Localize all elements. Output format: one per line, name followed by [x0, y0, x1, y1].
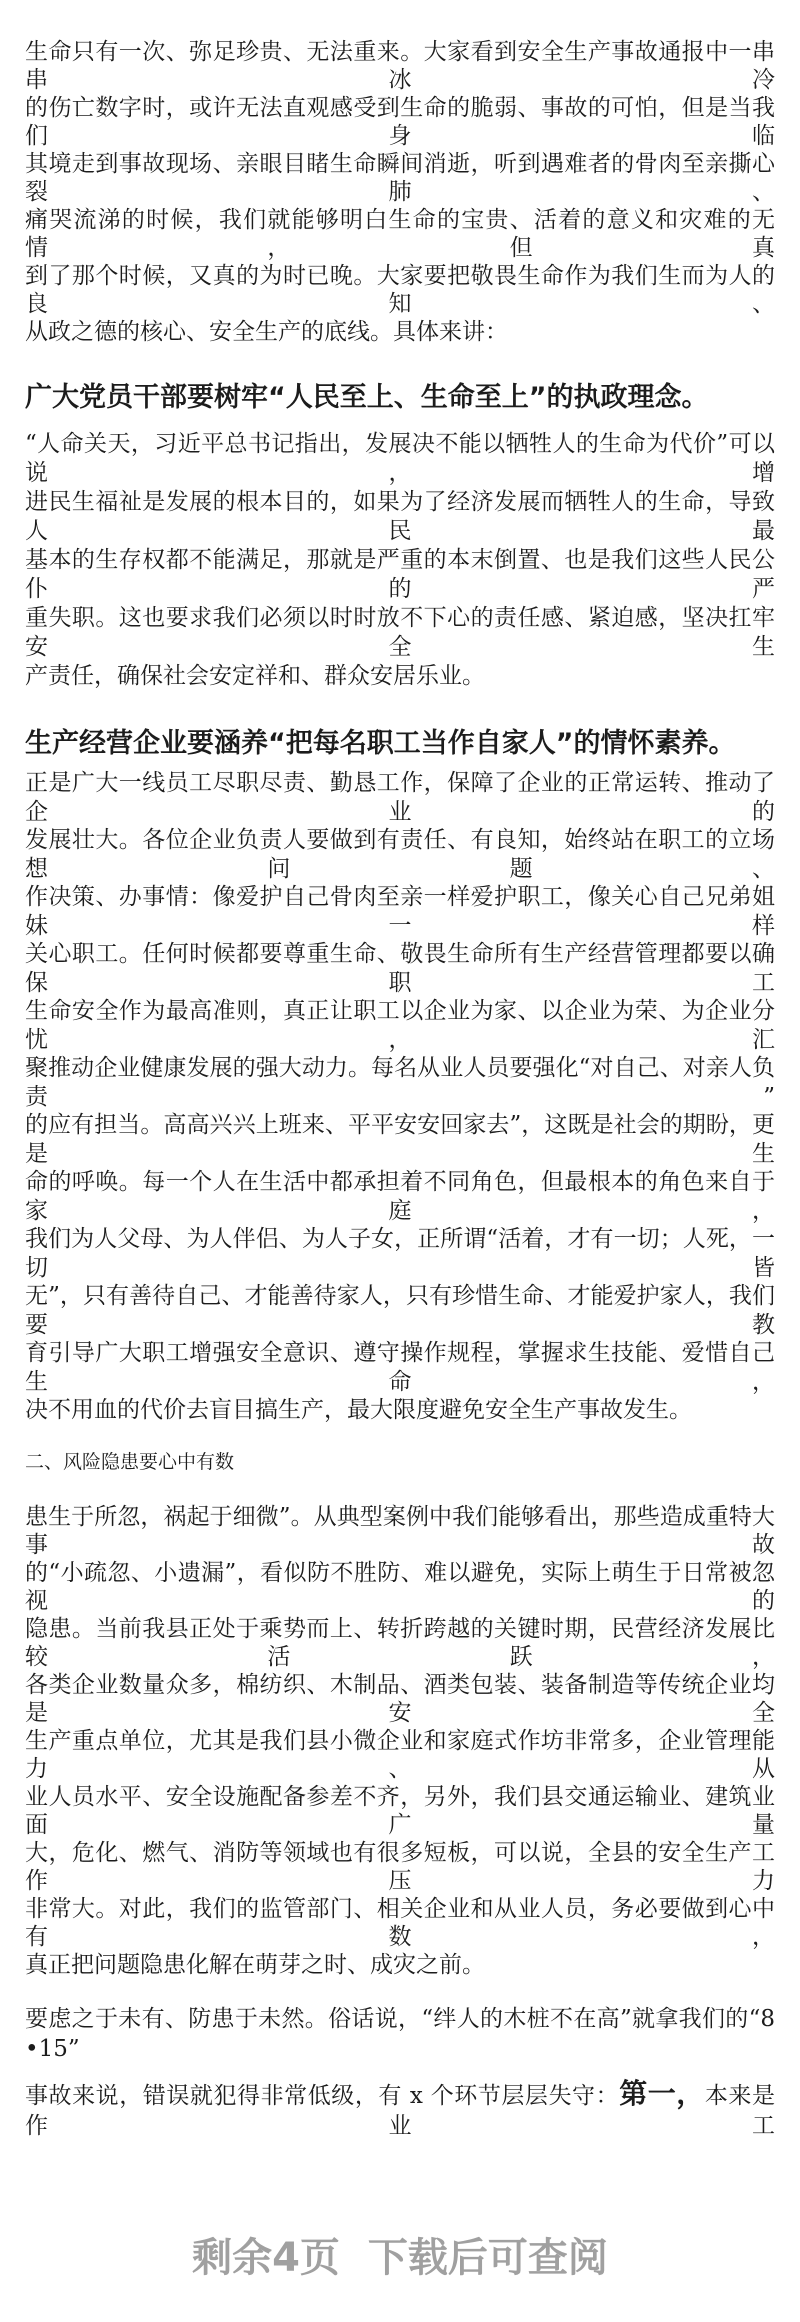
text-line: 其境走到事故现场、亲眼目睹生命瞬间消逝，听到遇难者的骨肉至亲撕心裂肺、: [25, 151, 775, 205]
remaining-pages-label: 剩余4页: [192, 2234, 340, 2281]
text-line: 各类企业数量众多，棉纺织、木制品、酒类包装、装备制造等传统企业均是安全: [25, 1671, 775, 1726]
text-line: 非常大。对此，我们的监管部门、相关企业和从业人员，务必要做到心中有数，: [25, 1895, 775, 1950]
text-line: 育引导广大职工增强安全意识、遵守操作规程，掌握求生技能、爱惜自己生命，: [25, 1340, 775, 1395]
prevention-line-2-end: 本来是作业工: [25, 2082, 775, 2139]
text-line: 生命安全作为最高准则，真正让职工以企业为家、以企业为荣、为企业分忧，汇: [25, 998, 775, 1053]
prevention-line-1: 要虑之于未有、防患于未然。俗话说，“绊人的木桩不在高”就拿我们的“8•15”: [25, 2005, 775, 2062]
heading-party-cadres: 广大党员干部要树牢“人民至上、生命至上”的执政理念。: [25, 382, 709, 413]
text-line: 重失职。这也要求我们必须以时时放不下心的责任感、紧迫感，坚决扛牢安全生: [25, 605, 775, 660]
prevention-line-2-start: 事故来说，错误就犯得非常低级，有 x 个环节层层失守：: [25, 2082, 620, 2109]
text-line: 到了那个时候，又真的为时已晚。大家要把敬畏生命作为我们生而为人的良知、: [25, 263, 775, 317]
text-line: 的应有担当。高高兴兴上班来、平平安安回家去”，这既是社会的期盼，更是生: [25, 1112, 775, 1167]
text-line: 隐患。当前我县正处于乘势而上、转折跨越的关键时期，民营经济发展比较活跃，: [25, 1615, 775, 1670]
download-prompt[interactable]: [25, 2234, 775, 2282]
text-line: 生命只有一次、弥足珍贵、无法重来。大家看到安全生产事故通报中一串串冰冷: [25, 39, 775, 93]
paragraph-prevention: [25, 2004, 775, 2141]
heading-enterprises: 生产经营企业要涵养“把每名职工当作自家人”的情怀素养。: [25, 728, 736, 759]
text-line: 产责任，确保社会安定祥和、群众安居乐业。: [25, 663, 485, 689]
section-title-risks: 二、风险隐患要心中有数: [25, 1450, 235, 1473]
text-line: 决不用血的代价去盲目搞生产，最大限度避免安全生产事故发生。: [25, 1397, 692, 1423]
text-line: 关心职工。任何时候都要尊重生命、敬畏生命所有生产经营管理都要以确保职工: [25, 941, 775, 996]
text-line: 聚推动企业健康发展的强大动力。每名从业人员要强化“对自己、对亲人负责”: [25, 1055, 775, 1110]
text-line: 发展壮大。各位企业负责人要做到有责任、有良知，始终站在职工的立场想问题、: [25, 827, 775, 882]
paragraph-employees: [25, 769, 775, 1425]
text-line: 患生于所忽，祸起于细微”。从典型案例中我们能够看出，那些造成重特大事故: [25, 1503, 775, 1558]
text-line: 我们为人父母、为人伴侣、为人子女，正所谓“活着，才有一切；人死，一切皆: [25, 1226, 775, 1281]
text-line: 命的呼唤。每一个人在生活中都承担着不同角色，但最根本的角色来自于家庭，: [25, 1169, 775, 1224]
text-line: 基本的生存权都不能满足，那就是严重的本末倒置、也是我们这些人民公仆的严: [25, 547, 775, 602]
text-line: 痛哭流涕的时候，我们就能够明白生命的宝贵、活着的意义和灾难的无情，但真: [25, 207, 775, 261]
text-line: 正是广大一线员工尽职尽责、勤恳工作，保障了企业的正常运转、推动了企业的: [25, 770, 775, 825]
paragraph-intro: [25, 38, 775, 346]
text-line: “人命关天，习近平总书记指出，发展决不能以牺牲人的生命为代价”可以说，增: [25, 431, 775, 486]
text-line: 无”，只有善待自己、才能善待家人，只有珍惜生命、才能爱护家人，我们要教: [25, 1283, 775, 1338]
text-line: 生产重点单位，尤其是我们县小微企业和家庭式作坊非常多，企业管理能力、从: [25, 1727, 775, 1782]
download-to-view-label[interactable]: 下载后可查阅: [367, 2234, 608, 2281]
text-line: 的“小疏忽、小遗漏”，看似防不胜防、难以避免，实际上萌生于日常被忽视的: [25, 1559, 775, 1614]
text-line: 作决策、办事情：像爱护自己骨肉至亲一样爱护职工，像关心自己兄弟姐妹一样: [25, 884, 775, 939]
paragraph-hidden-dangers: [25, 1503, 775, 1979]
prevention-first-marker: 第一，: [619, 2076, 705, 2110]
paragraph-people-first: [25, 430, 775, 691]
prevention-line-2: [25, 2076, 775, 2141]
text-line: 大，危化、燃气、消防等领域也有很多短板，可以说，全县的安全生产工作压力: [25, 1839, 775, 1894]
text-line: 的伤亡数字时，或许无法直观感受到生命的脆弱、事故的可怕，但是当我们身临: [25, 95, 775, 149]
text-line: 真正把问题隐患化解在萌芽之时、成灾之前。: [25, 1951, 485, 1978]
text-line: 进民生福祉是发展的根本目的，如果为了经济发展而牺牲人的生命，导致人民最: [25, 489, 775, 544]
text-line: 业人员水平、安全设施配备参差不齐，另外，我们县交通运输业、建筑业面广量: [25, 1783, 775, 1838]
text-line: 从政之德的核心、安全生产的底线。具体来讲：: [25, 319, 508, 345]
